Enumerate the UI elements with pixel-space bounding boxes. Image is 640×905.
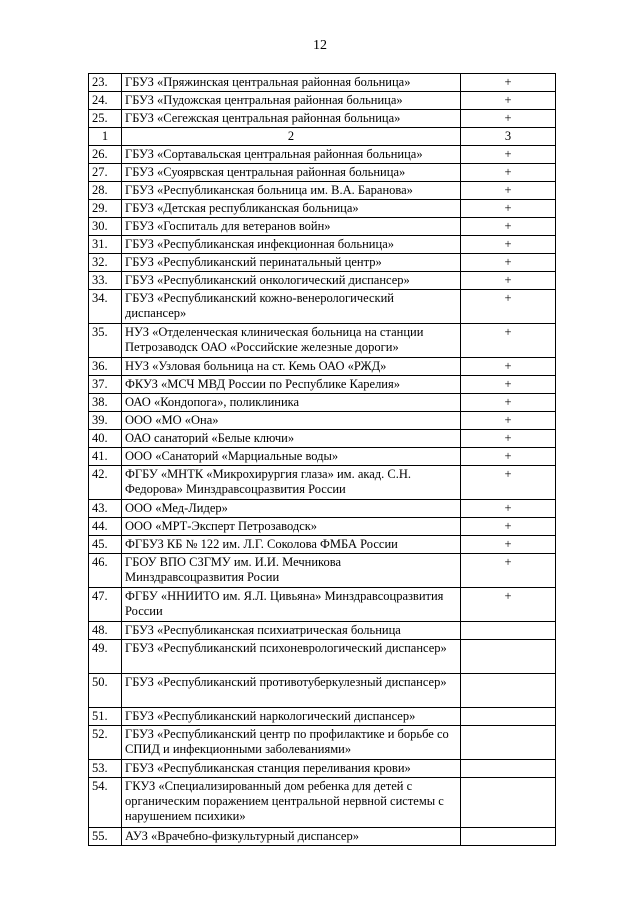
table-row: [89, 500, 556, 518]
row-number: 34.: [89, 290, 122, 324]
table-row: [89, 376, 556, 394]
organization-name: ООО «МО «Она»: [122, 412, 461, 430]
table-row: [89, 182, 556, 200]
row-number: 45.: [89, 536, 122, 554]
row-number: 28.: [89, 182, 122, 200]
table-row: [89, 518, 556, 536]
table-row: [89, 200, 556, 218]
mark-cell: [461, 640, 556, 674]
table-row: [89, 708, 556, 726]
organization-name: ООО «Мед-Лидер»: [122, 500, 461, 518]
mark-cell: [461, 674, 556, 708]
organization-name: ГБУЗ «Республиканская больница им. В.А. Баранова»: [122, 182, 461, 200]
organization-name: ОАО санаторий «Белые ключи»: [122, 430, 461, 448]
row-number: 25.: [89, 110, 122, 128]
mark-cell: +: [461, 536, 556, 554]
table-row: [89, 164, 556, 182]
organization-name: ФГБУЗ КБ № 122 им. Л.Г. Соколова ФМБА России: [122, 536, 461, 554]
row-number: 51.: [89, 708, 122, 726]
organization-name: ГБУЗ «Пудожская центральная районная больница»: [122, 92, 461, 110]
organization-name: ГБОУ ВПО СЗГМУ им. И.И. Мечникова Минздравсоцразвития Росии: [122, 554, 461, 588]
organization-name: ГБУЗ «Республиканский кожно-венерологический диспансер»: [122, 290, 461, 324]
mark-cell: +: [461, 430, 556, 448]
organization-name: НУЗ «Узловая больница на ст. Кемь ОАО «РЖД»: [122, 358, 461, 376]
table-row: [89, 110, 556, 128]
row-number: 23.: [89, 74, 122, 92]
row-number: 42.: [89, 466, 122, 500]
table-row: [89, 272, 556, 290]
mark-cell: [461, 778, 556, 828]
organization-name: ГКУЗ «Специализированный дом ребенка для детей с органическим поражением центральной нервной системы с нарушением психики»: [122, 778, 461, 828]
row-number: 49.: [89, 640, 122, 674]
organization-name: ФГБУ «ННИИТО им. Я.Л. Цивьяна» Минздравсоцразвития России: [122, 588, 461, 622]
table-row: [89, 290, 556, 324]
mark-cell: +: [461, 394, 556, 412]
row-number: 31.: [89, 236, 122, 254]
mark-cell: +: [461, 146, 556, 164]
mark-cell: +: [461, 518, 556, 536]
table-row: [89, 358, 556, 376]
organization-name: ГБУЗ «Пряжинская центральная районная больница»: [122, 74, 461, 92]
organization-name: ГБУЗ «Республиканская психиатрическая больница: [122, 622, 461, 640]
mark-cell: +: [461, 500, 556, 518]
organization-name: ГБУЗ «Республиканский центр по профилактике и борьбе со СПИД и инфекционными заболеваниями»: [122, 726, 461, 760]
row-number: 50.: [89, 674, 122, 708]
row-number: 32.: [89, 254, 122, 272]
row-number: 39.: [89, 412, 122, 430]
organization-name: АУЗ «Врачебно-физкультурный диспансер»: [122, 828, 461, 846]
organization-name: ГБУЗ «Сегежская центральная районная больница»: [122, 110, 461, 128]
mark-cell: +: [461, 554, 556, 588]
table-row: [89, 778, 556, 828]
mark-cell: +: [461, 466, 556, 500]
column-number-1: 1: [89, 128, 122, 146]
organization-name: НУЗ «Отделенческая клиническая больница на станции Петрозаводск ОАО «Российские железные дороги»: [122, 324, 461, 358]
organizations-table: [88, 73, 556, 846]
mark-cell: +: [461, 358, 556, 376]
organization-name: ГБУЗ «Госпиталь для ветеранов войн»: [122, 218, 461, 236]
mark-cell: [461, 708, 556, 726]
row-number: 33.: [89, 272, 122, 290]
table-row: [89, 760, 556, 778]
organization-name: ГБУЗ «Сортавальская центральная районная больница»: [122, 146, 461, 164]
row-number: 44.: [89, 518, 122, 536]
mark-cell: +: [461, 92, 556, 110]
row-number: 24.: [89, 92, 122, 110]
organization-name: ГБУЗ «Республиканский наркологический диспансер»: [122, 708, 461, 726]
organization-name: ГБУЗ «Республиканская инфекционная больница»: [122, 236, 461, 254]
row-number: 29.: [89, 200, 122, 218]
table-row: [89, 92, 556, 110]
table-row: [89, 324, 556, 358]
mark-cell: [461, 760, 556, 778]
row-number: 46.: [89, 554, 122, 588]
organization-name: ГБУЗ «Суоярвская центральная районная больница»: [122, 164, 461, 182]
row-number: 43.: [89, 500, 122, 518]
table-row: [89, 554, 556, 588]
table-row: [89, 146, 556, 164]
row-number: 38.: [89, 394, 122, 412]
mark-cell: +: [461, 200, 556, 218]
mark-cell: [461, 828, 556, 846]
mark-cell: +: [461, 290, 556, 324]
organization-name: ОАО «Кондопога», поликлиника: [122, 394, 461, 412]
organization-name: ООО «МРТ-Эксперт Петрозаводск»: [122, 518, 461, 536]
organization-name: ГБУЗ «Республиканская станция переливания крови»: [122, 760, 461, 778]
row-number: 30.: [89, 218, 122, 236]
row-number: 40.: [89, 430, 122, 448]
table-row: [89, 412, 556, 430]
table-row: [89, 74, 556, 92]
table-row: [89, 536, 556, 554]
column-number-header-row: [89, 128, 556, 146]
mark-cell: [461, 622, 556, 640]
table-row: [89, 254, 556, 272]
row-number: 37.: [89, 376, 122, 394]
column-number-3: 3: [461, 128, 556, 146]
mark-cell: +: [461, 74, 556, 92]
row-number: 53.: [89, 760, 122, 778]
mark-cell: +: [461, 164, 556, 182]
table-row: [89, 466, 556, 500]
page-number: 12: [313, 38, 327, 53]
row-number: 47.: [89, 588, 122, 622]
table-row: [89, 448, 556, 466]
row-number: 36.: [89, 358, 122, 376]
table-row: [89, 394, 556, 412]
mark-cell: +: [461, 110, 556, 128]
organization-name: ООО «Санаторий «Марциальные воды»: [122, 448, 461, 466]
mark-cell: +: [461, 412, 556, 430]
mark-cell: +: [461, 588, 556, 622]
row-number: 54.: [89, 778, 122, 828]
column-number-2: 2: [122, 128, 461, 146]
row-number: 26.: [89, 146, 122, 164]
mark-cell: +: [461, 218, 556, 236]
table-row: [89, 622, 556, 640]
organization-name: ГБУЗ «Республиканский перинатальный центр»: [122, 254, 461, 272]
organization-name: ФКУЗ «МСЧ МВД России по Республике Карелия»: [122, 376, 461, 394]
row-number: 41.: [89, 448, 122, 466]
organization-name: ГБУЗ «Республиканский психоневрологический диспансер»: [122, 640, 461, 674]
row-number: 52.: [89, 726, 122, 760]
table-row: [89, 726, 556, 760]
mark-cell: +: [461, 182, 556, 200]
mark-cell: +: [461, 376, 556, 394]
organization-name: ФГБУ «МНТК «Микрохирургия глаза» им. акад. С.Н. Федорова» Минздравсоцразвития России: [122, 466, 461, 500]
row-number: 48.: [89, 622, 122, 640]
table-row: [89, 828, 556, 846]
table-row: [89, 430, 556, 448]
table-row: [89, 236, 556, 254]
mark-cell: [461, 726, 556, 760]
row-number: 55.: [89, 828, 122, 846]
table-row: [89, 588, 556, 622]
table-row: [89, 674, 556, 708]
mark-cell: +: [461, 236, 556, 254]
mark-cell: +: [461, 324, 556, 358]
table-row: [89, 218, 556, 236]
row-number: 35.: [89, 324, 122, 358]
mark-cell: +: [461, 448, 556, 466]
table-row: [89, 640, 556, 674]
organization-name: ГБУЗ «Детская республиканская больница»: [122, 200, 461, 218]
organization-name: ГБУЗ «Республиканский противотуберкулезный диспансер»: [122, 674, 461, 708]
mark-cell: +: [461, 272, 556, 290]
row-number: 27.: [89, 164, 122, 182]
organization-name: ГБУЗ «Республиканский онкологический диспансер»: [122, 272, 461, 290]
mark-cell: +: [461, 254, 556, 272]
